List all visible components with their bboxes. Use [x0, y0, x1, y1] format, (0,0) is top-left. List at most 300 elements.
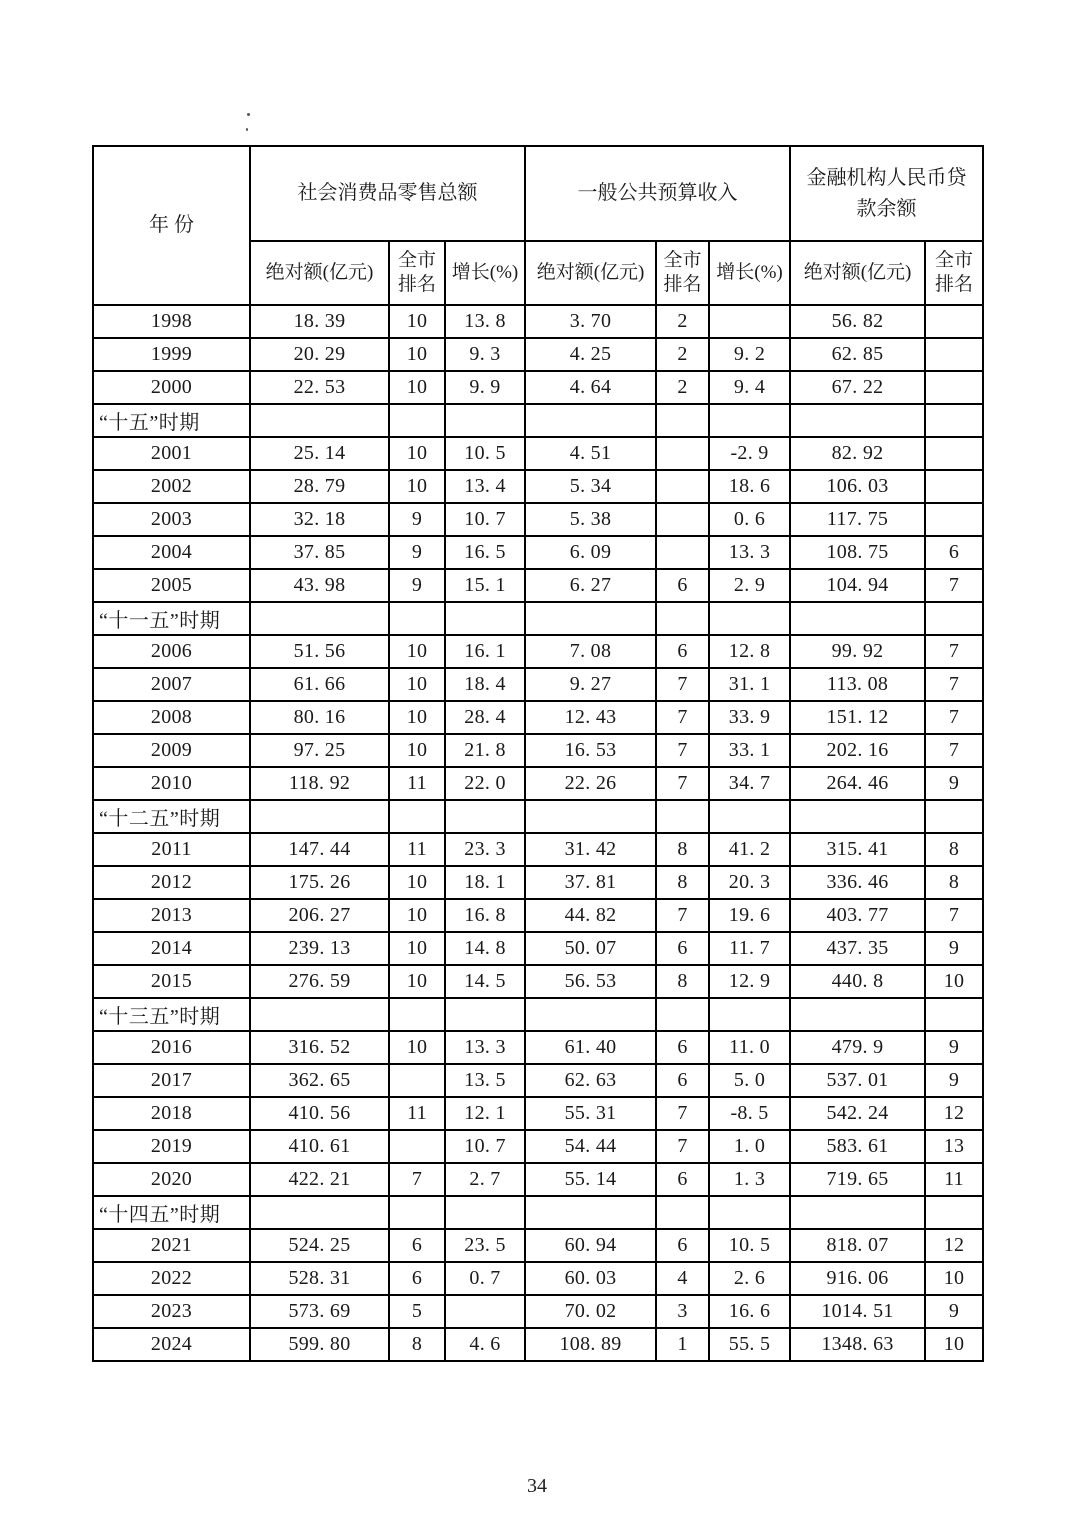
value-cell: 11 — [389, 833, 445, 866]
value-cell: 7 — [925, 635, 983, 668]
value-cell: 422. 21 — [250, 1163, 389, 1196]
value-cell: 206. 27 — [250, 899, 389, 932]
value-cell: 67. 22 — [790, 371, 925, 404]
value-cell — [709, 305, 790, 338]
year-cell: 2013 — [93, 899, 250, 932]
value-cell: 10 — [389, 305, 445, 338]
group-header-row — [93, 146, 983, 241]
value-cell: 60. 94 — [525, 1229, 656, 1262]
value-cell: 10 — [925, 965, 983, 998]
year-cell: 2005 — [93, 569, 250, 602]
value-cell: 7 — [925, 701, 983, 734]
value-cell — [925, 1196, 983, 1229]
value-cell: 16. 6 — [709, 1295, 790, 1328]
value-cell: 583. 61 — [790, 1130, 925, 1163]
value-cell: 22. 0 — [445, 767, 525, 800]
value-cell: 16. 8 — [445, 899, 525, 932]
value-cell: 6 — [656, 1064, 709, 1097]
value-cell: 10. 7 — [445, 1130, 525, 1163]
value-cell — [656, 602, 709, 635]
value-cell: 10 — [389, 734, 445, 767]
value-cell — [925, 998, 983, 1031]
value-cell: 10 — [925, 1262, 983, 1295]
value-cell: 6 — [656, 1163, 709, 1196]
year-cell: 2015 — [93, 965, 250, 998]
value-cell: 7 — [656, 899, 709, 932]
value-cell: 9. 2 — [709, 338, 790, 371]
table-row — [93, 569, 983, 602]
value-cell: -2. 9 — [709, 437, 790, 470]
value-cell: 9. 27 — [525, 668, 656, 701]
value-cell: 10 — [389, 899, 445, 932]
value-cell: 10 — [389, 338, 445, 371]
value-cell: 104. 94 — [790, 569, 925, 602]
value-cell — [925, 470, 983, 503]
value-cell: 41. 2 — [709, 833, 790, 866]
value-cell: 25. 14 — [250, 437, 389, 470]
statistics-table — [92, 145, 984, 1362]
value-cell: 10 — [389, 965, 445, 998]
period-row — [93, 404, 983, 437]
value-cell: 12 — [925, 1229, 983, 1262]
value-cell — [250, 602, 389, 635]
value-cell: -8. 5 — [709, 1097, 790, 1130]
table-row — [93, 470, 983, 503]
value-cell: 316. 52 — [250, 1031, 389, 1064]
value-cell: 12. 8 — [709, 635, 790, 668]
value-cell: 1014. 51 — [790, 1295, 925, 1328]
value-cell: 5 — [389, 1295, 445, 1328]
value-cell: 10 — [389, 668, 445, 701]
value-cell — [389, 1196, 445, 1229]
table-row — [93, 338, 983, 371]
value-cell: 99. 92 — [790, 635, 925, 668]
value-cell: 23. 5 — [445, 1229, 525, 1262]
value-cell — [389, 1064, 445, 1097]
value-cell: 118. 92 — [250, 767, 389, 800]
value-cell — [250, 1196, 389, 1229]
value-cell: 276. 59 — [250, 965, 389, 998]
value-cell: 8 — [656, 833, 709, 866]
value-cell: 818. 07 — [790, 1229, 925, 1262]
value-cell: 10 — [389, 371, 445, 404]
value-cell — [790, 1196, 925, 1229]
value-cell: 13. 5 — [445, 1064, 525, 1097]
value-cell: 5. 0 — [709, 1064, 790, 1097]
value-cell: 202. 16 — [790, 734, 925, 767]
value-cell: 3. 70 — [525, 305, 656, 338]
value-cell: 9 — [389, 503, 445, 536]
period-label-cell: “十二五”时期 — [93, 800, 250, 833]
value-cell: 22. 26 — [525, 767, 656, 800]
table-row — [93, 734, 983, 767]
period-label-cell: “十三五”时期 — [93, 998, 250, 1031]
value-cell — [656, 536, 709, 569]
value-cell: 31. 42 — [525, 833, 656, 866]
value-cell: 6 — [656, 569, 709, 602]
value-cell — [525, 1196, 656, 1229]
value-cell: 37. 81 — [525, 866, 656, 899]
year-cell: 2020 — [93, 1163, 250, 1196]
value-cell: 9 — [925, 1031, 983, 1064]
year-cell: 2011 — [93, 833, 250, 866]
value-cell: 13. 3 — [445, 1031, 525, 1064]
scan-speck — [247, 113, 250, 116]
value-cell: 7 — [656, 1130, 709, 1163]
value-cell: 55. 31 — [525, 1097, 656, 1130]
value-cell: 12. 1 — [445, 1097, 525, 1130]
period-label-cell: “十一五”时期 — [93, 602, 250, 635]
table-row — [93, 1163, 983, 1196]
value-cell: 2 — [656, 371, 709, 404]
loan-rank-header: 全市排名 — [925, 241, 983, 305]
value-cell: 1. 3 — [709, 1163, 790, 1196]
value-cell: 524. 25 — [250, 1229, 389, 1262]
value-cell: 37. 85 — [250, 536, 389, 569]
value-cell: 362. 65 — [250, 1064, 389, 1097]
value-cell — [925, 503, 983, 536]
year-cell: 2012 — [93, 866, 250, 899]
value-cell: 10 — [389, 437, 445, 470]
budget-growth-header: 增长(%) — [709, 241, 790, 305]
value-cell: 10 — [389, 1031, 445, 1064]
year-cell: 2014 — [93, 932, 250, 965]
year-cell: 2006 — [93, 635, 250, 668]
value-cell — [925, 404, 983, 437]
value-cell: 106. 03 — [790, 470, 925, 503]
value-cell: 151. 12 — [790, 701, 925, 734]
value-cell: 147. 44 — [250, 833, 389, 866]
value-cell: 7 — [389, 1163, 445, 1196]
budget-revenue-group-header: 一般公共预算收入 — [525, 146, 790, 241]
loan-absolute-header: 绝对额(亿元) — [790, 241, 925, 305]
value-cell: 6 — [656, 635, 709, 668]
year-cell: 2010 — [93, 767, 250, 800]
value-cell: 7 — [925, 899, 983, 932]
value-cell — [250, 404, 389, 437]
value-cell — [709, 404, 790, 437]
value-cell: 9 — [925, 1064, 983, 1097]
table-row — [93, 866, 983, 899]
value-cell: 7 — [656, 767, 709, 800]
value-cell: 6 — [389, 1229, 445, 1262]
value-cell: 573. 69 — [250, 1295, 389, 1328]
value-cell — [656, 404, 709, 437]
year-cell: 2019 — [93, 1130, 250, 1163]
value-cell: 9. 9 — [445, 371, 525, 404]
value-cell: 410. 61 — [250, 1130, 389, 1163]
value-cell — [525, 404, 656, 437]
table-row — [93, 635, 983, 668]
value-cell: 10 — [389, 932, 445, 965]
value-cell: 719. 65 — [790, 1163, 925, 1196]
value-cell: 62. 85 — [790, 338, 925, 371]
value-cell: 1348. 63 — [790, 1328, 925, 1361]
value-cell — [525, 800, 656, 833]
value-cell: 2. 6 — [709, 1262, 790, 1295]
value-cell: 7 — [656, 1097, 709, 1130]
value-cell: 1 — [656, 1328, 709, 1361]
value-cell — [925, 371, 983, 404]
value-cell: 51. 56 — [250, 635, 389, 668]
value-cell: 7 — [656, 734, 709, 767]
value-cell: 15. 1 — [445, 569, 525, 602]
value-cell: 117. 75 — [790, 503, 925, 536]
value-cell — [656, 800, 709, 833]
value-cell: 19. 6 — [709, 899, 790, 932]
value-cell: 9 — [389, 536, 445, 569]
value-cell: 528. 31 — [250, 1262, 389, 1295]
year-cell: 2002 — [93, 470, 250, 503]
value-cell: 13 — [925, 1130, 983, 1163]
table-row — [93, 1031, 983, 1064]
table-row — [93, 536, 983, 569]
value-cell: 12 — [925, 1097, 983, 1130]
value-cell: 6 — [925, 536, 983, 569]
value-cell — [445, 1295, 525, 1328]
value-cell — [656, 998, 709, 1031]
value-cell: 410. 56 — [250, 1097, 389, 1130]
value-cell — [925, 305, 983, 338]
table-row — [93, 833, 983, 866]
value-cell — [250, 800, 389, 833]
value-cell: 8 — [925, 833, 983, 866]
retail-growth-header: 增长(%) — [445, 241, 525, 305]
value-cell — [389, 602, 445, 635]
value-cell: 2. 9 — [709, 569, 790, 602]
value-cell — [389, 404, 445, 437]
table-row — [93, 1064, 983, 1097]
value-cell: 0. 6 — [709, 503, 790, 536]
table-row — [93, 1295, 983, 1328]
value-cell: 80. 16 — [250, 701, 389, 734]
period-row — [93, 1196, 983, 1229]
year-cell: 2024 — [93, 1328, 250, 1361]
value-cell: 16. 1 — [445, 635, 525, 668]
value-cell — [790, 404, 925, 437]
value-cell — [445, 602, 525, 635]
year-cell: 1999 — [93, 338, 250, 371]
table-row — [93, 767, 983, 800]
value-cell — [656, 437, 709, 470]
value-cell: 56. 82 — [790, 305, 925, 338]
value-cell: 599. 80 — [250, 1328, 389, 1361]
value-cell — [389, 1130, 445, 1163]
value-cell: 2 — [656, 338, 709, 371]
value-cell — [709, 800, 790, 833]
table-row — [93, 1229, 983, 1262]
value-cell: 11. 7 — [709, 932, 790, 965]
value-cell: 916. 06 — [790, 1262, 925, 1295]
page-number: 34 — [527, 1475, 547, 1497]
value-cell: 6. 27 — [525, 569, 656, 602]
value-cell: 9. 4 — [709, 371, 790, 404]
value-cell — [250, 998, 389, 1031]
table-row — [93, 305, 983, 338]
value-cell: 542. 24 — [790, 1097, 925, 1130]
value-cell: 31. 1 — [709, 668, 790, 701]
retail-absolute-header: 绝对额(亿元) — [250, 241, 389, 305]
value-cell: 10 — [389, 701, 445, 734]
value-cell: 50. 07 — [525, 932, 656, 965]
period-row — [93, 998, 983, 1031]
value-cell: 4. 64 — [525, 371, 656, 404]
retail-sales-group-header: 社会消费品零售总额 — [250, 146, 525, 241]
value-cell: 315. 41 — [790, 833, 925, 866]
value-cell: 22. 53 — [250, 371, 389, 404]
value-cell: 70. 02 — [525, 1295, 656, 1328]
value-cell: 33. 1 — [709, 734, 790, 767]
value-cell — [389, 998, 445, 1031]
value-cell: 7 — [656, 668, 709, 701]
year-cell: 2021 — [93, 1229, 250, 1262]
value-cell — [445, 998, 525, 1031]
year-cell: 2000 — [93, 371, 250, 404]
value-cell: 13. 3 — [709, 536, 790, 569]
value-cell: 7 — [656, 701, 709, 734]
value-cell: 61. 66 — [250, 668, 389, 701]
year-cell: 2016 — [93, 1031, 250, 1064]
value-cell: 33. 9 — [709, 701, 790, 734]
table-row — [93, 1130, 983, 1163]
retail-rank-header: 全市排名 — [389, 241, 445, 305]
value-cell: 6 — [656, 1229, 709, 1262]
value-cell: 9 — [925, 1295, 983, 1328]
loan-balance-group-header: 金融机构人民币贷款余额 — [790, 146, 983, 241]
value-cell — [925, 437, 983, 470]
scan-speck — [246, 128, 248, 131]
value-cell: 18. 4 — [445, 668, 525, 701]
value-cell — [525, 602, 656, 635]
value-cell: 54. 44 — [525, 1130, 656, 1163]
value-cell — [445, 404, 525, 437]
year-cell: 2004 — [93, 536, 250, 569]
value-cell: 10 — [925, 1328, 983, 1361]
value-cell: 21. 8 — [445, 734, 525, 767]
value-cell: 60. 03 — [525, 1262, 656, 1295]
value-cell: 56. 53 — [525, 965, 656, 998]
table-body — [93, 305, 983, 1361]
value-cell: 4. 25 — [525, 338, 656, 371]
value-cell: 11 — [389, 767, 445, 800]
value-cell: 113. 08 — [790, 668, 925, 701]
value-cell — [709, 1196, 790, 1229]
value-cell — [525, 998, 656, 1031]
value-cell: 7 — [925, 668, 983, 701]
budget-absolute-header: 绝对额(亿元) — [525, 241, 656, 305]
value-cell — [790, 998, 925, 1031]
table-row — [93, 932, 983, 965]
table-row — [93, 668, 983, 701]
table-row — [93, 371, 983, 404]
value-cell: 7 — [925, 569, 983, 602]
value-cell: 10 — [389, 635, 445, 668]
year-cell: 2023 — [93, 1295, 250, 1328]
value-cell: 32. 18 — [250, 503, 389, 536]
value-cell — [709, 602, 790, 635]
value-cell: 10 — [389, 866, 445, 899]
table-row — [93, 965, 983, 998]
value-cell: 43. 98 — [250, 569, 389, 602]
value-cell: 479. 9 — [790, 1031, 925, 1064]
value-cell: 34. 7 — [709, 767, 790, 800]
value-cell: 4. 6 — [445, 1328, 525, 1361]
value-cell: 97. 25 — [250, 734, 389, 767]
value-cell: 20. 29 — [250, 338, 389, 371]
year-cell: 2022 — [93, 1262, 250, 1295]
value-cell: 108. 89 — [525, 1328, 656, 1361]
value-cell: 11. 0 — [709, 1031, 790, 1064]
table-row — [93, 1262, 983, 1295]
value-cell — [656, 1196, 709, 1229]
year-cell: 1998 — [93, 305, 250, 338]
value-cell: 11 — [389, 1097, 445, 1130]
value-cell: 14. 8 — [445, 932, 525, 965]
table-row — [93, 1097, 983, 1130]
value-cell — [925, 602, 983, 635]
value-cell: 20. 3 — [709, 866, 790, 899]
period-row — [93, 800, 983, 833]
year-cell: 2017 — [93, 1064, 250, 1097]
value-cell: 7 — [925, 734, 983, 767]
value-cell: 5. 38 — [525, 503, 656, 536]
year-cell: 2007 — [93, 668, 250, 701]
value-cell: 1. 0 — [709, 1130, 790, 1163]
value-cell: 108. 75 — [790, 536, 925, 569]
value-cell: 0. 7 — [445, 1262, 525, 1295]
value-cell: 6 — [656, 1031, 709, 1064]
value-cell: 44. 82 — [525, 899, 656, 932]
value-cell: 11 — [925, 1163, 983, 1196]
value-cell: 239. 13 — [250, 932, 389, 965]
year-column-header: 年 份 — [93, 146, 250, 305]
value-cell: 8 — [389, 1328, 445, 1361]
value-cell: 9. 3 — [445, 338, 525, 371]
value-cell: 12. 43 — [525, 701, 656, 734]
value-cell: 264. 46 — [790, 767, 925, 800]
value-cell: 10. 5 — [709, 1229, 790, 1262]
year-cell: 2003 — [93, 503, 250, 536]
value-cell: 2 — [656, 305, 709, 338]
value-cell: 440. 8 — [790, 965, 925, 998]
table-row — [93, 899, 983, 932]
value-cell: 16. 53 — [525, 734, 656, 767]
budget-rank-header: 全市排名 — [656, 241, 709, 305]
table-row — [93, 1328, 983, 1361]
value-cell: 8 — [656, 866, 709, 899]
value-cell: 4 — [656, 1262, 709, 1295]
value-cell: 23. 3 — [445, 833, 525, 866]
value-cell: 12. 9 — [709, 965, 790, 998]
value-cell: 336. 46 — [790, 866, 925, 899]
table-row — [93, 437, 983, 470]
value-cell: 403. 77 — [790, 899, 925, 932]
value-cell: 3 — [656, 1295, 709, 1328]
value-cell — [656, 470, 709, 503]
year-cell: 2009 — [93, 734, 250, 767]
table-header — [93, 146, 983, 305]
value-cell — [656, 503, 709, 536]
value-cell: 175. 26 — [250, 866, 389, 899]
value-cell: 537. 01 — [790, 1064, 925, 1097]
value-cell: 10 — [389, 470, 445, 503]
value-cell: 6. 09 — [525, 536, 656, 569]
period-label-cell: “十四五”时期 — [93, 1196, 250, 1229]
year-cell: 2001 — [93, 437, 250, 470]
value-cell: 437. 35 — [790, 932, 925, 965]
value-cell — [790, 602, 925, 635]
table-row — [93, 701, 983, 734]
